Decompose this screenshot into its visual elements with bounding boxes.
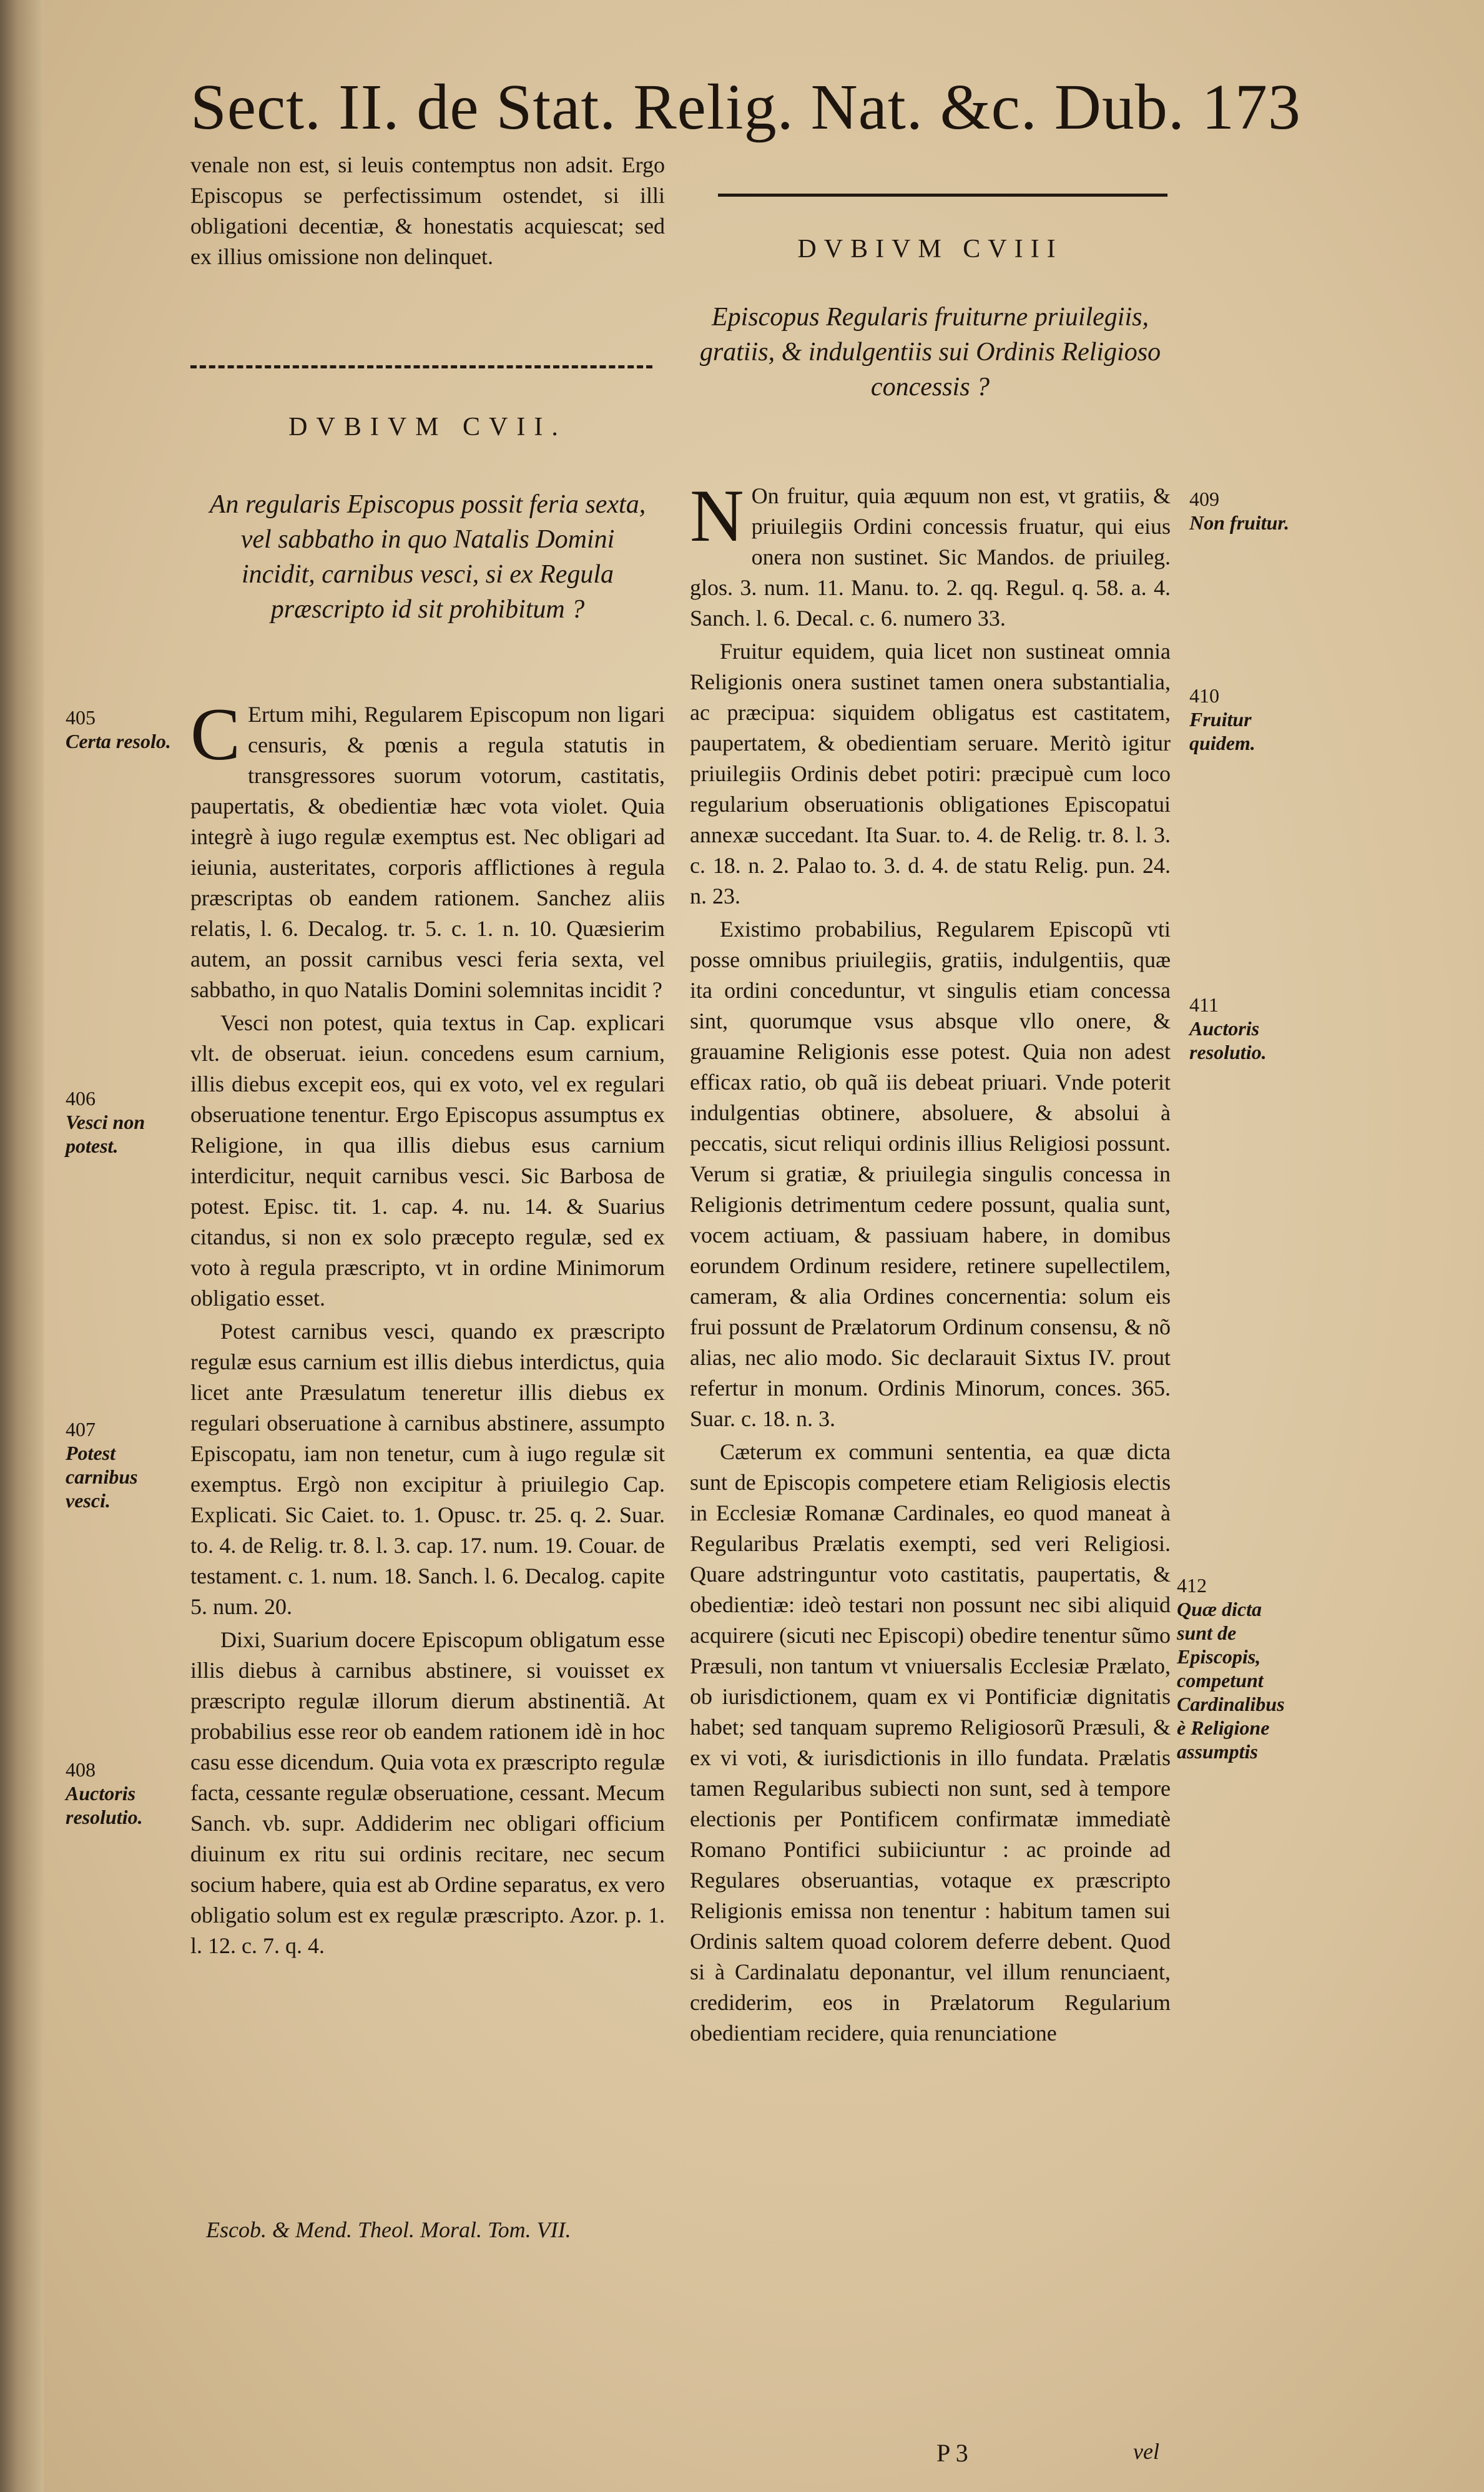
left-paragraph-1 [190,692,665,1005]
volume-footer: Escob. & Mend. Theol. Moral. Tom. VII. [206,2217,571,2242]
margin-note-number: 408 [66,1758,96,1781]
catchword: vel [1133,2439,1159,2464]
margin-note-number: 405 [66,706,96,729]
margin-note-text: Auctoris resolutio. [1189,1017,1267,1063]
margin-note-number: 410 [1189,684,1219,707]
left-dubium-question: An regularis Episcopus possit feria sexta, vel sabbatho in quo Natalis Domini incidit, carnibus vesci, si ex Regula præscripto id sit prohibitum ? [209,490,646,624]
left-paragraph-3: Potest carnibus vesci, quando ex præscripto regulæ esus carnium est illis diebus interdictus, quia licet ante Præsulatum teneretur illis diebus ex regulari obseruatione à carnibus abstinere, assumpto Episcopatu, iam non tenetur, cum à iugo regulæ sit exemptus. Ergò non excipitur à priuilegio Cap. Explicati. Sic Caiet. to. 1. Opusc. tr. 25. q. 2. Suar. to. 4. de Relig. tr. 8. l. 3. cap. 17. num. 19. Couar. de testament. c. 1. num. 18. Sanch. l. 6. Decalog. capite 5. num. 20. [190,1319,665,1619]
margin-note-number: 411 [1189,993,1219,1016]
left-body [190,692,665,1964]
margin-note-text: Certa resolo. [66,730,171,752]
left-paragraph-4: Dixi, Suarium docere Episcopum obligatum esse illis diebus à carnibus abstinere, si vouisset ex præscripto regulæ illorum dierum abstinentiã. At probabilius esse reor ob eandem rationem idè in hoc casu esse dicendum. Quia vota ex præscripto regulæ facta, cessante regulæ obseruatione, cessant. Mecum Sanch. vb. supr. Addiderim nec obligari officium diuinum ex ritu sui ordinis recitare, nec secum socium habere, quia est ab Ordine separatus, ex vero obligatio solum est ex regulæ præscripto. Azor. p. 1. l. 12. c. 7. q. 4. [190,1627,665,1958]
right-dubium-question: Episcopus Regularis fruiturne priuilegiis, gratiis, & indulgentiis sui Ordinis Religioso concessis ? [699,303,1161,401]
right-paragraph-4: Cæterum ex communi sententia, ea quæ dicta sunt de Episcopis competere etiam Religiosis electis in Ecclesiæ Romanæ Cardinales, eo quod maneat à Regularibus Prælatis exempti, sed veri Religiosi. Quare adstringuntur voto castitatis, paupertatis, & obedientiæ: ideò testari non possunt nec sibi aliquid acquirere (sicuti nec Episcopi) obedire tenentur sũmo Præsuli, non tantum vt vniuersalis Ecclesiæ Prælato, ob iurisdictionem, quam ex vi Pontificiæ dignitatis habet; sed tanquam supremo Religiosorũ Præsuli, & ex vi voti, & iurisdictionis in illo fundata. Prælatis tamen Regularibus subiecti non sunt, sed à tempore electionis per Pontificem confirmatæ immediatè Romano Pontifici subiiciuntur : ac proinde ad Regulares obseruantias, votaque ex præscripto Religionis emissa non tenentur : habitum tamen sui Ordinis saltem quoad colorem deferre debent. Quod si à Cardinalatu deponantur, vel illum renunciaent, crediderim, eos in Prælatorum Regularium obedientiam recidere, quia renunciatione [690,1439,1171,2046]
left-top-paragraph: venale non est, si leuis contemptus non adsit. Ergo Episcopus se perfectissimum ostendet, si illi obligationi decentiæ, & honestatis acquiescat; sed ex illius omissione non delinquet. [190,152,665,269]
margin-note-412 [1177,1574,1295,1763]
margin-note-text: Non fruitur. [1189,511,1290,534]
margin-note-409 [1189,487,1295,534]
margin-note-411 [1189,993,1295,1064]
margin-note-number: 407 [66,1418,96,1441]
margin-note-text: Quæ dicta sunt de Episcopis, competunt Cardinalibus è Religione assumptis [1177,1598,1285,1763]
dropcap-n: N [690,474,744,557]
margin-note-number: 406 [66,1087,96,1110]
margin-note-text: Fruitur quidem. [1189,708,1256,754]
running-head: Sect. II. de Stat. Relig. Nat. &c. Dub. 173 [190,71,1301,143]
left-section-rule [190,365,652,368]
margin-note-text: Vesci non potest. [66,1111,145,1157]
margin-note-number: 412 [1177,1574,1207,1597]
right-paragraph-1-text: On fruitur, quia æquum non est, vt gratiis, & priuilegiis Ordini concessis fruatur, qui eius onera non sustinet. Sic Mandos. de priuileg. glos. 3. num. 11. Manu. to. 2. qq. Regul. q. 58. a. 4. Sanch. l. 6. Decal. c. 6. numero 33. [690,483,1171,631]
margin-note-number: 409 [1189,488,1219,510]
left-paragraph-2: Vesci non potest, quia textus in Cap. explicari vlt. de obseruat. ieiun. concedens esum carnium, illis diebus excepit eos, qui ex voto, vel ex regulari obseruatione tenentur. Ergo Episcopus assumptus ex Religione, in qua illis diebus esus carnium interdicitur, nequit carnibus vesci. Sic Barbosa de potest. Episc. tit. 1. cap. 4. nu. 14. & Suarius citandus, si non ex solo præcepto regulæ, sed ex voto à regula præscripto, vt in ordine Minimorum obligatio esset. [190,1010,665,1311]
signature-mark: P 3 [936,2439,968,2467]
margin-note-407 [66,1417,178,1512]
right-section-rule [718,194,1167,197]
margin-note-405 [66,706,178,753]
right-paragraph-2: Fruitur equidem, quia licet non sustineat omnia Religionis onera sustinet tamen onera substantialia, ac præcipua: siquidem obligatus est castitatem, paupertatem, & obedientiam seruare. Meritò igitur priuilegiis Ordinis debet potiri: præcipuè cum loco regularium obseruationis obligationes Episcopatui annexæ succedant. Ita Suar. to. 4. de Relig. tr. 8. l. 3. c. 18. n. 2. Palao to. 3. d. 4. de statu Relig. pun. 24. n. 23. [690,639,1171,909]
page-binding [0,0,44,2492]
right-body [690,474,1171,2051]
right-dubium-heading: DVBIVM CVIII [797,235,1063,263]
margin-note-408 [66,1758,178,1829]
left-paragraph-1-text: Ertum mihi, Regularem Episcopum non ligari censuris, & pœnis a regula statutis in transgressores suorum votorum, castitatis, paupertatis, & obedientiæ hæc vota violet. Quia integrè à iugo regulæ exemptus est. Nec obligari ad ieiunia, austeritates, corporis afflictiones à regula præscriptas ob eandem rationem. Sanchez aliis relatis, l. 6. Decalog. tr. 5. c. 1. n. 10. Quæsierim autem, an possit carnibus vesci feria sexta, vel sabbatho, in quo Natalis Domini solemnitas incidit ? [190,702,665,1002]
left-dubium-heading: DVBIVM CVII. [288,413,567,441]
margin-note-406 [66,1086,178,1158]
dropcap-c: C [190,692,241,776]
right-paragraph-1 [690,474,1171,634]
margin-note-text: Potest carnibus vesci. [66,1442,138,1512]
margin-note-text: Auctoris resolutio. [66,1782,143,1828]
left-top-text [190,150,665,275]
margin-note-410 [1189,684,1295,755]
right-paragraph-3: Existimo probabilius, Regularem Episcopũ vti posse omnibus priuilegiis, gratiis, indulgentiis, quæ ita ordini conceduntur, vt singulis etiam concessa sint, quorumque vsus absque vllo onere, & grauamine Religionis esse potest. Quia non adest efficax ratio, ob quã iis debeat priuari. Vnde poterit indulgentias obtinere, absoluere, & absolui à peccatis, sicut reliqui ordinis illius Religiosi possunt. Verum si gratiæ, & priuilegia singulis concessa in Religionis detrimentum cedere possunt, qualia sunt, vocem actiuam, & passiuam habere, in domibus eorundem Ordinum residere, retinere supellectilem, cameram, & alia Ordines concernentia: solum eis frui possunt de Prælatorum Ordinum consensu, & nõ alias, nec alio modo. Sic declarauit Sixtus IV. prout refertur in monum. Ordinis Minorum, conces. 365. Suar. c. 18. n. 3. [690,917,1171,1431]
